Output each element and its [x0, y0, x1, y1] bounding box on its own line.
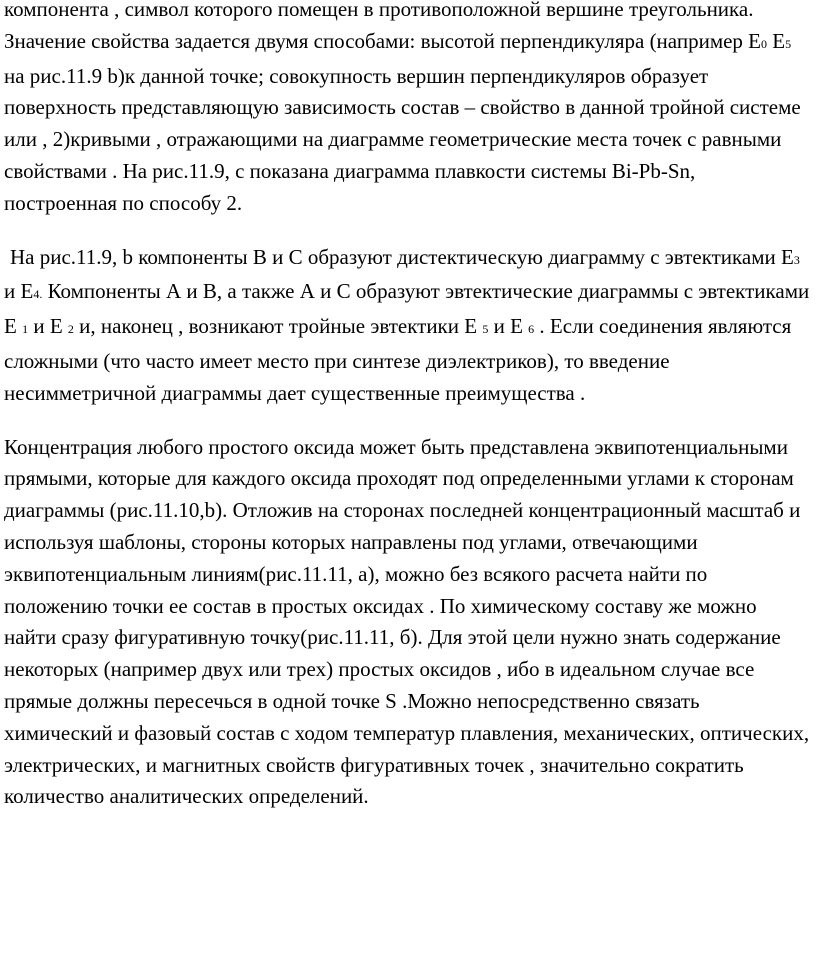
paragraph-2-text-7: . Если соединения являются сложными (что часто имеет место при синтезе диэлектриков), то введение несимметричной диаграммы дает существенные преимущества . — [4, 314, 792, 405]
subscript-e3: 3 — [793, 252, 800, 267]
subscript-e5-second: 5 — [482, 322, 489, 337]
paragraph-1-text-3: на рис.11.9 b)к данной точке; совокупность вершин перпендикуляров образует поверхность представляющую зависимость состав – свойство в данной тройной системе или , 2)кривыми , отражающими на диаграмме геометрические места точек с равными свойствами . На рис.11.9, с показана диаграмма плавкости системы Bi-Pb-Sn, построенная по способу 2. — [4, 63, 801, 215]
paragraph-1-text-1: компонента , символ которого помещен в противоположной вершине треугольника. Значение свойства задается двумя способами: высотой перпендикуляра (например Е — [4, 0, 762, 53]
paragraph-2-text-4: и Е — [28, 314, 68, 339]
paragraph-2-text-3: Компоненты А и В, а также А и С образуют эвтектические диаграммы с эвтектиками Е — [4, 279, 810, 339]
paragraph-1-text-2: Е — [767, 28, 786, 53]
paragraph-2 — [4, 242, 810, 410]
paragraph-3: Концентрация любого простого оксида может быть представлена эквипотенциальными прямыми, которые для каждого оксида проходят под определенными углами к сторонам диаграммы (рис.11.10,b). Отложив на сторонах последней концентрационный масштаб и используя шаблоны, стороны которых направлены под углами, отвечающими эквипотенциальным линиям(рис.11.11, а), можно без всякого расчета найти по положению точки ее состав в простых оксидах . По химическому составу же можно найти сразу фигуративную точку(рис.11.11, б). Для этой цели нужно знать содержание некоторых (например двух или трех) простых оксидов , ибо в идеальном случае все прямые должны пересечься в одной точке S .Можно непосредственно связать химический и фазовый состав с ходом температур плавления, механических, оптических, электрических, и магнитных свойств фигуративных точек , значительно сократить количество аналитических определений. — [4, 434, 810, 809]
subscript-e0: 0 — [761, 36, 768, 51]
paragraph-2-text-1: На рис.11.9, b компоненты В и С образуют дистектическую диаграмму с эвтектиками Е — [10, 244, 794, 269]
subscript-e4: 4. — [33, 287, 43, 302]
paragraph-1 — [4, 0, 810, 220]
paragraph-2-text-5: и, наконец , возникают тройные эвтектики Е — [73, 314, 483, 339]
subscript-e6: 6 — [528, 322, 535, 337]
paragraph-2-text-2: и Е — [4, 279, 34, 304]
paragraph-2-text-6: и Е — [488, 314, 529, 339]
subscript-e1: 1 — [22, 322, 29, 337]
subscript-e2: 2 — [67, 322, 74, 337]
subscript-e5: 5 — [785, 36, 792, 51]
